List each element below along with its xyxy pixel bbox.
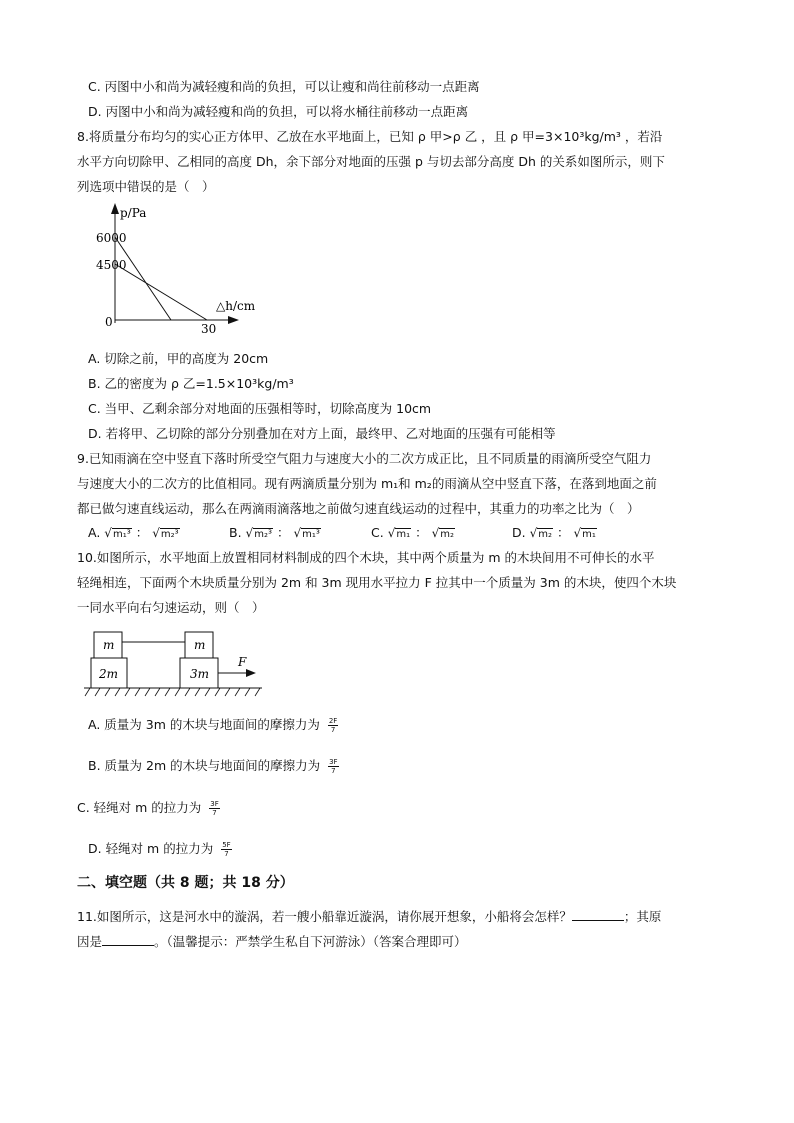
x-tick-30: 30 bbox=[201, 322, 217, 336]
q9-line3: 都已做匀速直线运动，那么在两滴雨滴落地之前做匀速直线运动的过程中，其重力的功率之比为（ ） bbox=[77, 501, 640, 516]
section-title-fill-in: 二、填空题（共 8 题；共 18 分） bbox=[77, 875, 294, 891]
q10-a-text: A. 质量为 3m 的木块与地面间的摩擦力为 bbox=[88, 717, 320, 732]
q10-b-text: B. 质量为 2m 的木块与地面间的摩擦力为 bbox=[88, 758, 321, 773]
q10-option-a bbox=[88, 716, 338, 734]
line-yi bbox=[115, 264, 207, 320]
q10-b-fraction: $\frac{3F}{7}$ bbox=[329, 758, 338, 775]
q8-line1: 8.将质量分布均匀的实心正方体甲、乙放在水平地面上，已知 ρ 甲>ρ 乙 ，且 ρ 甲=3×10³kg/m³ ，若沿 bbox=[77, 129, 663, 144]
q10-a-fraction: $\frac{2F}{7}$ bbox=[328, 717, 338, 734]
q8-option-d: D. 若将甲、乙切除的部分分别叠加在对方上面，最终甲、乙对地面的压强有可能相等 bbox=[88, 426, 556, 441]
q10-line2: 轻绳相连，下面两个木块质量分别为 2m 和 3m 现用水平拉力 F 拉其中一个质量为 3m 的木块，使四个木块 bbox=[77, 575, 677, 590]
q11-text-1: 11.如图所示，这是河水中的漩涡，若一艘小船靠近漩涡，请你展开想象，小船将会怎样？ bbox=[77, 909, 572, 924]
q9-b-sep: ： bbox=[276, 525, 290, 540]
force-arrow bbox=[246, 669, 256, 677]
q10-option-d bbox=[88, 840, 232, 858]
label-bottom-right: 3m bbox=[190, 667, 210, 681]
q10-option-b bbox=[88, 757, 339, 775]
q9-option-d bbox=[512, 524, 597, 544]
q9-option-c bbox=[371, 524, 455, 544]
q11-line2 bbox=[77, 933, 467, 951]
label-top-right: m bbox=[194, 638, 206, 652]
q8-option-b: B. 乙的密度为 ρ 乙=1.5×10³kg/m³ bbox=[88, 376, 294, 391]
y-axis-arrow bbox=[111, 203, 119, 214]
q8-pressure-graph bbox=[96, 198, 266, 338]
q10-blocks-figure bbox=[82, 628, 267, 702]
q8-option-a: A. 切除之前，甲的高度为 20cm bbox=[88, 351, 269, 366]
option-c-prev: C. 丙图中小和尚为减轻瘦和尚的负担，可以让瘦和尚往前移动一点距离 bbox=[88, 79, 480, 94]
q9-b-root1: √m₂³ bbox=[245, 526, 272, 540]
q10-d-fraction: $\frac{5F}{7}$ bbox=[222, 841, 231, 858]
x-axis-arrow bbox=[228, 316, 239, 324]
q9-b-label: B. bbox=[229, 525, 242, 540]
q9-line2: 与速度大小的二次方的比值相同。现有两滴质量分别为 m₁和 m₂的雨滴从空中竖直下落，在落到地面之前 bbox=[77, 476, 657, 491]
q10-line1: 10.如图所示，水平地面上放置相同材料制成的四个木块，其中两个质量为 m 的木块间用不可伸长的水平 bbox=[77, 550, 655, 565]
q9-a-root1: √m₁³ bbox=[104, 526, 131, 540]
option-d-prev: D. 丙图中小和尚为减轻瘦和尚的负担，可以将水桶往前移动一点距离 bbox=[88, 104, 469, 119]
q9-d-root1: √m₂ bbox=[529, 526, 552, 540]
q11-answer-blank-2[interactable] bbox=[102, 933, 154, 946]
q8-line2: 水平方向切除甲、乙相同的高度 Dh，余下部分对地面的压强 p 与切去部分高度 Dh 的关系如图所示，则下 bbox=[77, 154, 665, 169]
q8-line3: 列选项中错误的是（ ） bbox=[77, 179, 215, 194]
q11-text-4: 。（温馨提示：严禁学生私自下河游泳）（答案合理即可） bbox=[154, 934, 467, 949]
q9-c-root1: √m₁ bbox=[387, 526, 411, 540]
q9-line1: 9.已知雨滴在空中竖直下落时所受空气阻力与速度大小的二次方成正比，且不同质量的雨滴所受空气阻力 bbox=[77, 451, 652, 466]
q10-option-c bbox=[77, 799, 220, 817]
label-top-left: m bbox=[103, 638, 115, 652]
y-tick-6000: 6000 bbox=[96, 231, 127, 245]
q11-line1 bbox=[77, 908, 661, 926]
q9-option-b bbox=[229, 524, 321, 544]
q10-d-text: D. 轻绳对 m 的拉力为 bbox=[88, 841, 214, 856]
line-jia bbox=[115, 237, 171, 320]
q9-b-root2: √m₁³ bbox=[293, 526, 320, 540]
q10-line3: 一同水平向右匀速运动，则（ ） bbox=[77, 600, 265, 615]
q9-d-root2: √m₁ bbox=[573, 526, 596, 540]
q9-a-label: A. bbox=[88, 525, 101, 540]
x-axis-label: △h/cm bbox=[216, 299, 256, 313]
q9-d-label: D. bbox=[512, 525, 526, 540]
y-tick-4500: 4500 bbox=[96, 258, 127, 272]
q9-a-root2: √m₂³ bbox=[152, 526, 179, 540]
q9-a-sep: ： bbox=[135, 525, 149, 540]
q9-c-root2: √m₂ bbox=[431, 526, 454, 540]
q11-text-2: ；其原 bbox=[623, 909, 662, 924]
q9-d-sep: ： bbox=[556, 525, 570, 540]
q10-c-fraction: $\frac{3F}{7}$ bbox=[210, 800, 219, 817]
q9-c-label: C. bbox=[371, 525, 384, 540]
label-force: F bbox=[238, 655, 247, 669]
q11-answer-blank-1[interactable] bbox=[572, 908, 624, 921]
q11-text-3: 因是 bbox=[77, 934, 103, 949]
y-axis-label: p/Pa bbox=[120, 206, 147, 220]
q9-option-a bbox=[88, 524, 180, 544]
q10-c-text: C. 轻绳对 m 的拉力为 bbox=[77, 800, 202, 815]
q8-option-c: C. 当甲、乙剩余部分对地面的压强相等时，切除高度为 10cm bbox=[88, 401, 432, 416]
q9-c-sep: ： bbox=[415, 525, 428, 540]
origin-label: 0 bbox=[105, 315, 113, 329]
ground-hatch bbox=[85, 688, 260, 696]
label-bottom-left: 2m bbox=[99, 667, 119, 681]
